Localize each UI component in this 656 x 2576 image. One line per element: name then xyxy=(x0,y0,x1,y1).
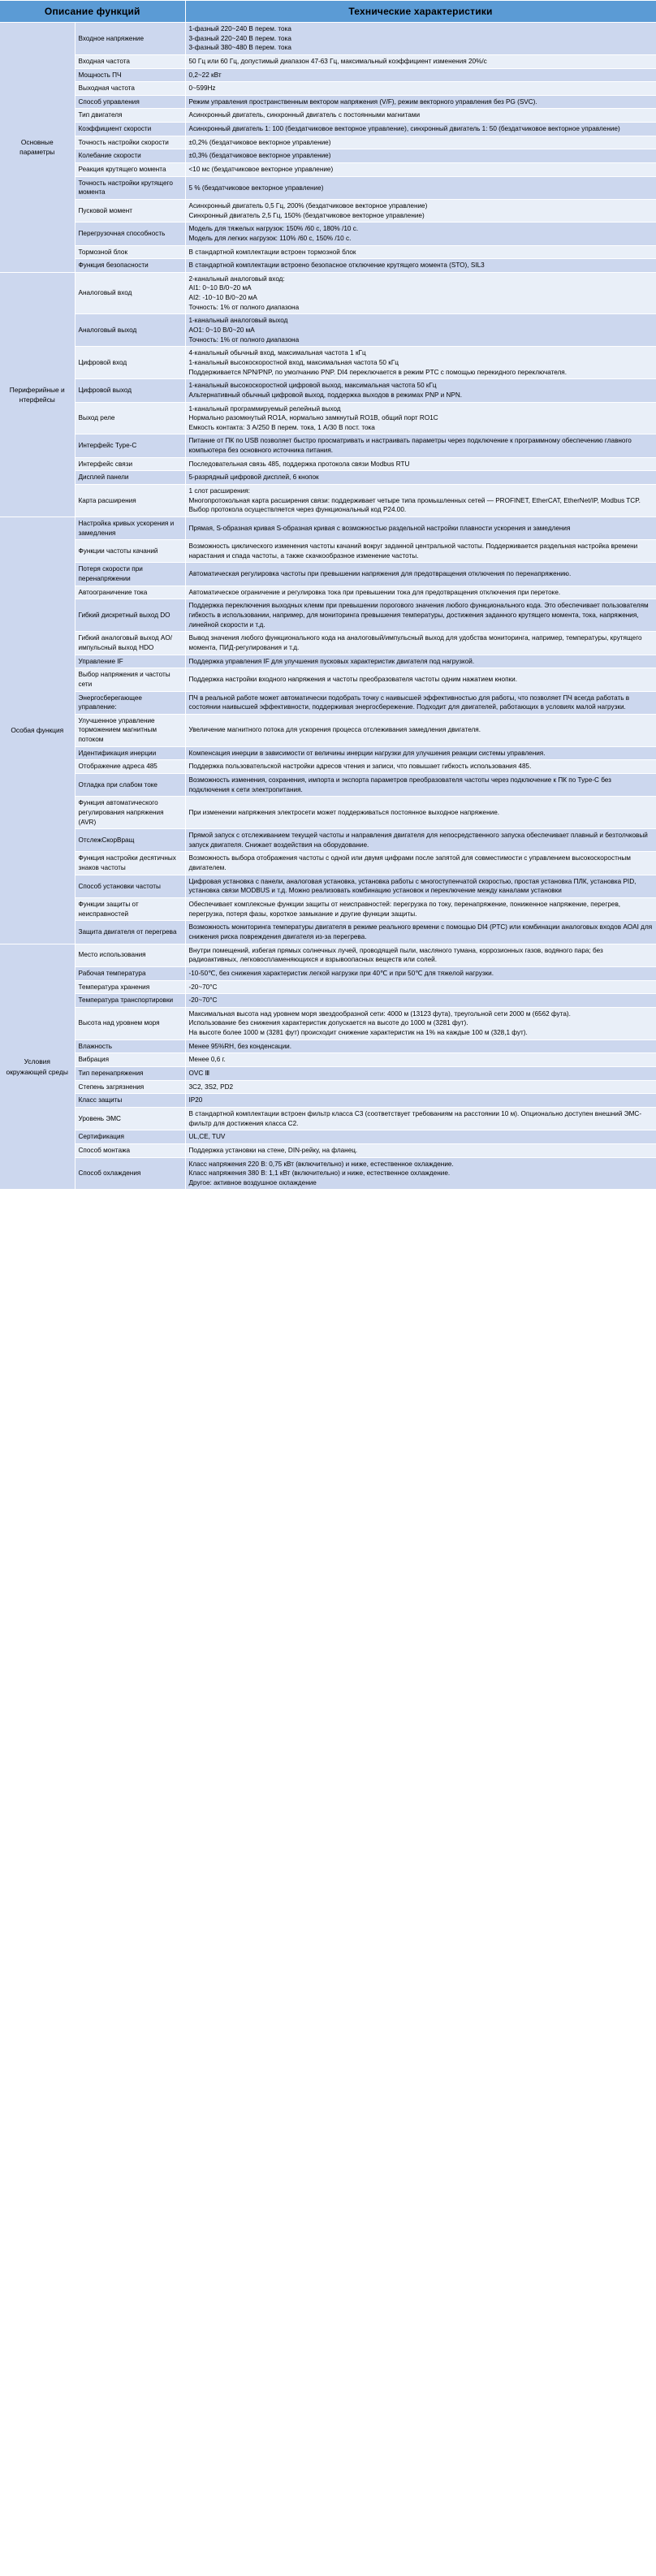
table-row xyxy=(0,714,656,746)
table-row xyxy=(0,259,656,273)
table-row xyxy=(0,1143,656,1157)
value-line: Прямая, S-образная кривая S-образная кривая с возможностью раздельной настройки плавности ускорения и замедления xyxy=(188,524,571,532)
value-line: UL,CE, TUV xyxy=(188,1133,226,1141)
value-line: 2-канальный аналоговый вход: xyxy=(188,274,285,283)
value-line: Поддерживается NPN/PNP, по умолчанию PNP. DI4 переключается в режим PTC с помощью перекидного переключателя. xyxy=(188,368,568,376)
value-line: ±0,3% (бездатчиковое векторное управление) xyxy=(188,152,331,160)
parameter-value xyxy=(185,149,656,163)
value-line: Многопротокольная карта расширения связи: поддерживает четыре типа промышленных сетей — PROFINET, EtherCAT, EtherNet/IP, Modbus TCP. Выбор протокола осуществляется через функциональный код P24.00. xyxy=(188,496,641,514)
parameter-label: Защита двигателя от перегрева xyxy=(75,921,185,944)
parameter-value xyxy=(185,1080,656,1094)
table-row xyxy=(0,163,656,177)
parameter-value xyxy=(185,54,656,68)
header-technical-specifications: Технические характеристики xyxy=(185,1,656,23)
value-line: Асинхронный двигатель, синхронный двигатель с постоянными магнитами xyxy=(188,111,421,119)
table-row xyxy=(0,540,656,563)
parameter-value xyxy=(185,471,656,485)
parameter-label: Аналоговый вход xyxy=(75,272,185,314)
parameter-value xyxy=(185,1007,656,1039)
value-line: Нормально разомкнутый RO1A, нормально замкнутый RO1B, общий порт RO1C xyxy=(188,414,438,422)
parameter-label: Высота над уровнем моря xyxy=(75,1007,185,1039)
table-row xyxy=(0,921,656,944)
value-line: 50 Гц или 60 Гц, допустимый диапазон 47-63 Гц, максимальный коэффициент изменения 20%/с xyxy=(188,57,487,65)
table-row xyxy=(0,898,656,921)
value-line: Компенсация инерции в зависимости от величины инерции нагрузки для улучшения реакции системы управления. xyxy=(188,749,546,757)
table-row xyxy=(0,760,656,774)
value-line: 1-канальный высокоскоростной вход, максимальная частота 50 кГц xyxy=(188,358,399,366)
value-line: Возможность циклического изменения частоты качаний вокруг заданной центральной частоты. Поддерживается раздельная настройка времени нарастания и спада частоты, а также скачкообразное изменение частоты. xyxy=(188,542,638,560)
parameter-value xyxy=(185,136,656,149)
value-line: -20~70°C xyxy=(188,996,218,1005)
parameter-label: Функции частоты качаний xyxy=(75,540,185,563)
parameter-label: Управление IF xyxy=(75,655,185,668)
parameter-label: Тормозной блок xyxy=(75,245,185,259)
parameter-label: Способ установки частоты xyxy=(75,875,185,897)
table-row xyxy=(0,516,656,539)
value-line: Менее 95%RH, без конденсации. xyxy=(188,1042,291,1050)
table-row xyxy=(0,994,656,1008)
parameter-value xyxy=(185,980,656,994)
table-row xyxy=(0,23,656,55)
parameter-label: Выходная частота xyxy=(75,82,185,96)
table-row xyxy=(0,54,656,68)
value-line: В стандартной комплектации встроен фильтр класса C3 (соответствует требованиям на расстоянии 10 м). Опционально доступен внешний ЭМС-фильтр для достижения класса C2. xyxy=(188,1109,642,1127)
table-row xyxy=(0,68,656,82)
parameter-label: Колебание скорости xyxy=(75,149,185,163)
value-line: Асинхронный двигатель 0,5 Гц, 200% (бездатчиковое векторное управление) xyxy=(188,201,428,210)
parameter-label: Идентификация инерции xyxy=(75,746,185,760)
parameter-label: Дисплей панели xyxy=(75,471,185,485)
table-row xyxy=(0,471,656,485)
parameter-label: Отладка при слабом токе xyxy=(75,774,185,797)
parameter-value xyxy=(185,347,656,379)
value-line: ПЧ в реальной работе может автоматически подобрать точку с наивысшей эффективностью для работы, что позволяет ПЧ всегда работать в состоянии наивысшей эффективности, поддерживая энергосбережение. Подходит для двигателей, работающих в условиях малой нагрузки. xyxy=(188,694,630,711)
parameter-value xyxy=(185,1143,656,1157)
value-line: Последовательная связь 485, поддержка протокола связи Modbus RTU xyxy=(188,460,410,468)
value-line: Питание от ПК по USB позволяет быстро просматривать и настраивать параметры через подключение к программному обеспечению главного компьютера без основного источника питания. xyxy=(188,437,632,455)
parameter-label: Способ управления xyxy=(75,95,185,109)
parameter-label: Точность настройки скорости xyxy=(75,136,185,149)
parameter-label: Способ монтажа xyxy=(75,1143,185,1157)
table-row xyxy=(0,691,656,714)
parameter-value xyxy=(185,484,656,516)
parameter-value xyxy=(185,379,656,402)
value-line: Возможность мониторинга температуры двигателя в режиме реального времени с помощью DI4 (PTC) или комбинации аналоговых входов AOAI для снижения риска повреждения двигателя из-за перегрева. xyxy=(188,923,653,940)
parameter-value xyxy=(185,163,656,177)
parameter-label: Энергосберегающее управление: xyxy=(75,691,185,714)
table-row xyxy=(0,223,656,245)
value-line: Менее 0,6 г. xyxy=(188,1056,226,1064)
value-line: Автоматическое ограничение и регулировка тока при превышении тока для предотвращения отключения при перетоке. xyxy=(188,588,561,596)
table-row xyxy=(0,1157,656,1190)
parameter-label: Гибкий дискретный выход DO xyxy=(75,599,185,632)
value-line: На высоте более 1000 м (3281 фут) происходит снижение характеристик на 1% на каждые 100 м (328,1 фут). xyxy=(188,1029,528,1037)
header-function-description: Описание функций xyxy=(0,1,185,23)
group-label: Условия окружающей среды xyxy=(0,944,75,1190)
value-line: 5-разрядный цифровой дисплей, 6 кнопок xyxy=(188,473,319,482)
value-line: Модель для тяжелых нагрузок: 150% /60 с, 180% /10 с. xyxy=(188,225,359,233)
parameter-label: Входная частота xyxy=(75,54,185,68)
value-line: Обеспечивает комплексные функции защиты от неисправностей: перегрузка по току, перенапряжение, пониженное напряжение, перегрев, перегрузка, потеря фазы, короткое замыкание и другие функции защиты. xyxy=(188,901,621,918)
parameter-value xyxy=(185,655,656,668)
value-line: Возможность выбора отображения частоты с одной или двумя цифрами после запятой для совместимости с управлением высокоскоростным двигателем. xyxy=(188,854,631,872)
table-row xyxy=(0,774,656,797)
table-row xyxy=(0,1007,656,1039)
parameter-label: Гибкий аналоговый выход AO/импульсный выход HDO xyxy=(75,632,185,655)
parameter-value xyxy=(185,1053,656,1067)
table-row xyxy=(0,347,656,379)
parameter-value xyxy=(185,402,656,434)
value-line: 1-канальный аналоговый выход xyxy=(188,317,288,325)
table-header xyxy=(0,1,656,23)
value-line: IP20 xyxy=(188,1096,203,1104)
table-row xyxy=(0,563,656,586)
value-line: Максимальная высота над уровнем моря звездообразной сети: 4000 м (13123 фута), треугольной сети 2000 м (6562 фута). xyxy=(188,1009,571,1018)
parameter-label: ОтслежСкорВращ xyxy=(75,829,185,852)
parameter-value xyxy=(185,272,656,314)
parameter-value xyxy=(185,1157,656,1190)
parameter-label: Цифровой выход xyxy=(75,379,185,402)
table-row xyxy=(0,434,656,457)
parameter-label: Настройка кривых ускорения и замедления xyxy=(75,516,185,539)
parameter-value xyxy=(185,223,656,245)
value-line: Синхронный двигатель 2,5 Гц, 150% (бездатчиковое векторное управление) xyxy=(188,211,425,219)
parameter-label: Улучшенное управление торможением магнитным потоком xyxy=(75,714,185,746)
value-line: Режим управления пространственным вектором напряжения (V/F), режим векторного управления без PG (SVC). xyxy=(188,97,537,106)
value-line: 0~599Hz xyxy=(188,84,216,93)
table-row xyxy=(0,1094,656,1108)
parameter-value xyxy=(185,434,656,457)
parameter-value xyxy=(185,586,656,599)
value-line: 3-фазный 380~480 В перем. тока xyxy=(188,44,291,52)
parameter-value xyxy=(185,540,656,563)
table-row xyxy=(0,1039,656,1053)
parameter-label: Выбор напряжения и частоты сети xyxy=(75,668,185,691)
value-line: Вывод значения любого функционального кода на аналоговый/импульсный выход для удобства мониторинга, например, температуры, крутящего момента, ПИД-регулирования и т.д. xyxy=(188,634,642,651)
group-label: Особая функция xyxy=(0,516,75,944)
parameter-value xyxy=(185,921,656,944)
parameter-value xyxy=(185,199,656,222)
parameter-label: Класс защиты xyxy=(75,1094,185,1108)
parameter-label: Функция настройки десятичных знаков частоты xyxy=(75,852,185,875)
value-line: Поддержка настройки входного напряжения и частоты преобразователя частоты одним нажатием кнопки. xyxy=(188,676,517,684)
table-row xyxy=(0,980,656,994)
table-row xyxy=(0,82,656,96)
parameter-label: Реакция крутящего момента xyxy=(75,163,185,177)
parameter-label: Рабочая температура xyxy=(75,966,185,980)
value-line: Поддержка установки на стене, DIN-рейку, на фланец. xyxy=(188,1146,358,1154)
value-line: 0,2~22 кВт xyxy=(188,71,222,79)
value-line: ±0,2% (бездатчиковое векторное управление) xyxy=(188,138,331,146)
parameter-label: Температура хранения xyxy=(75,980,185,994)
parameter-label: Влажность xyxy=(75,1039,185,1053)
parameter-value xyxy=(185,760,656,774)
parameter-label: Автоограничение тока xyxy=(75,586,185,599)
value-line: Цифровая установка с панели, аналоговая установка, установка работы с многоступенчатой скоростью, простая установка ПЛК, установка PID, установка связи MODBUS и т.д. Можно реализовать комбинацию установок и переключение между каналами установки xyxy=(188,877,637,895)
value-line: 3-фазный 220~240 В перем. тока xyxy=(188,34,291,42)
value-line: 3C2, 3S2, PD2 xyxy=(188,1083,234,1091)
parameter-value xyxy=(185,23,656,55)
parameter-value xyxy=(185,95,656,109)
value-line: Поддержка управления IF для улучшения пусковых характеристик двигателя под нагрузкой. xyxy=(188,657,475,665)
value-line: 4-канальный обычный вход, максимальная частота 1 кГц xyxy=(188,349,366,357)
parameter-label: Тип перенапряжения xyxy=(75,1067,185,1081)
table-body xyxy=(0,23,656,1190)
value-line: Внутри помещений, избегая прямых солнечных лучей, проводящей пыли, масляного тумана, коррозионных газов, водяного пара; без радиоактивных, легковоспламеняющихся и взрывоопасных веществ или солей. xyxy=(188,946,603,964)
parameter-label: Отображение адреса 485 xyxy=(75,760,185,774)
value-line: -10-50℃, без снижения характеристик легкой нагрузки при 40℃ и при 50℃ для тяжелой нагрузки. xyxy=(188,969,494,977)
parameter-value xyxy=(185,797,656,829)
parameter-label: Сертификация xyxy=(75,1130,185,1144)
table-row xyxy=(0,875,656,897)
parameter-label: Тип двигателя xyxy=(75,109,185,123)
parameter-value xyxy=(185,1094,656,1108)
parameter-value xyxy=(185,966,656,980)
parameter-value xyxy=(185,774,656,797)
specifications-table xyxy=(0,0,656,1190)
parameter-value xyxy=(185,898,656,921)
parameter-value xyxy=(185,1130,656,1144)
table-row xyxy=(0,852,656,875)
value-line: Точность: 1% от полного диапазона xyxy=(188,303,300,311)
parameter-label: Мощность ПЧ xyxy=(75,68,185,82)
table-row xyxy=(0,379,656,402)
table-row xyxy=(0,484,656,516)
group-label: Периферийные и нтерфейсы xyxy=(0,272,75,516)
table-row xyxy=(0,136,656,149)
value-line: 1-фазный 220~240 В перем. тока xyxy=(188,25,291,32)
table-row xyxy=(0,966,656,980)
table-row xyxy=(0,1080,656,1094)
parameter-value xyxy=(185,259,656,273)
value-line: OVC Ⅲ xyxy=(188,1070,210,1078)
value-line: Прямой запуск с отслеживанием текущей частоты и направления двигателя для непосредственного запуска обеспечивает плавный и безтолчковый запуск двигателя. Снижает воздействия на оборудование. xyxy=(188,832,648,849)
value-line: Поддержка пользовательской настройки адресов чтения и записи, что повышает гибкость использования 485. xyxy=(188,763,532,771)
table-row xyxy=(0,1107,656,1130)
value-line: AI1: 0~10 В/0~20 мА xyxy=(188,284,252,292)
parameter-label: Карта расширения xyxy=(75,484,185,516)
table-row xyxy=(0,586,656,599)
table-row xyxy=(0,176,656,199)
table-row xyxy=(0,149,656,163)
value-line: В стандартной комплектации встроено безопасное отключение крутящего момента (STO), SIL3 xyxy=(188,261,485,270)
parameter-value xyxy=(185,599,656,632)
group-label: Основные параметры xyxy=(0,23,75,273)
parameter-value xyxy=(185,852,656,875)
parameter-label: Вибрация xyxy=(75,1053,185,1067)
table-row xyxy=(0,1130,656,1144)
value-line: При изменении напряжения электросети может поддерживаться постоянное выходное напряжение. xyxy=(188,808,500,816)
parameter-value xyxy=(185,516,656,539)
table-row xyxy=(0,655,656,668)
value-line: Точность: 1% от полного диапазона xyxy=(188,335,300,344)
value-line: Использование без снижения характеристик допускается на высоте до 1000 м (3281 фут). xyxy=(188,1019,468,1027)
table-row xyxy=(0,109,656,123)
table-row xyxy=(0,402,656,434)
parameter-value xyxy=(185,176,656,199)
parameter-label: Интерфейс связи xyxy=(75,457,185,471)
table-row xyxy=(0,944,656,966)
value-line: В стандартной комплектации встроен тормозной блок xyxy=(188,248,356,256)
table-row xyxy=(0,1067,656,1081)
parameter-label: Входное напряжение xyxy=(75,23,185,55)
parameter-value xyxy=(185,314,656,347)
parameter-value xyxy=(185,82,656,96)
parameter-value xyxy=(185,1107,656,1130)
parameter-label: Цифровой вход xyxy=(75,347,185,379)
parameter-label: Функции защиты от неисправностей xyxy=(75,898,185,921)
parameter-value xyxy=(185,245,656,259)
parameter-value xyxy=(185,457,656,471)
value-line: Поддержка переключения выходных клемм при превышении порогового значения любого функционального кода. Это обеспечивает пользователям гибкость в использовании, например, для мониторинга превышения температуры, достижения заданного крутящего момента, тока, напряжения, линейной скорости и т.д. xyxy=(188,602,649,629)
value-line: Увеличение магнитного потока для ускорения процесса отслеживания замедления двигателя. xyxy=(188,726,481,734)
table-row xyxy=(0,457,656,471)
table-row xyxy=(0,95,656,109)
table-row xyxy=(0,746,656,760)
value-line: Модель для легких нагрузок: 110% /60 с, 150% /10 с. xyxy=(188,234,352,242)
value-line: 1-канальный программируемый релейный выход xyxy=(188,404,341,413)
value-line: Асинхронный двигатель 1: 100 (бездатчиковое векторное управление), синхронный двигатель 1: 50 (бездатчиковое векторное управление) xyxy=(188,125,620,133)
parameter-label: Интерфейс Type-C xyxy=(75,434,185,457)
parameter-label: Аналоговый выход xyxy=(75,314,185,347)
value-line: Альтернативный обычный цифровой выход, поддержка выходов в режимах PNP и NPN. xyxy=(188,391,463,399)
parameter-value xyxy=(185,944,656,966)
value-line: 1 слот расширения: xyxy=(188,486,250,495)
table-row xyxy=(0,123,656,136)
value-line: Другое: активное воздушное охлаждение xyxy=(188,1178,317,1186)
parameter-label: Перегрузочная способность xyxy=(75,223,185,245)
parameter-label: Выход реле xyxy=(75,402,185,434)
table-row xyxy=(0,668,656,691)
parameter-label: Потеря скорости при перенапряжении xyxy=(75,563,185,586)
parameter-value xyxy=(185,1067,656,1081)
table-row xyxy=(0,1053,656,1067)
parameter-label: Способ охлаждения xyxy=(75,1157,185,1190)
table-row xyxy=(0,245,656,259)
value-line: AI2: -10~10 В/0~20 мА xyxy=(188,294,257,302)
value-line: Емкость контакта: 3 A/250 В перем. тока, 1 A/30 В пост. тока xyxy=(188,423,375,431)
parameter-label: Функция автоматического регулирования напряжения (AVR) xyxy=(75,797,185,829)
parameter-value xyxy=(185,632,656,655)
parameter-value xyxy=(185,123,656,136)
parameter-label: Уровень ЭМС xyxy=(75,1107,185,1130)
parameter-value xyxy=(185,1039,656,1053)
table-row xyxy=(0,797,656,829)
parameter-value xyxy=(185,875,656,897)
parameter-label: Пусковой момент xyxy=(75,199,185,222)
value-line: AO1: 0~10 В/0~20 мА xyxy=(188,326,255,335)
value-line: Класс напряжения 220 В: 0,75 кВт (включительно) и ниже, естественное охлаждение. xyxy=(188,1160,454,1168)
parameter-value xyxy=(185,746,656,760)
parameter-value xyxy=(185,668,656,691)
value-line: -20~70°C xyxy=(188,983,218,991)
table-row xyxy=(0,314,656,347)
value-line: 1-канальный высокоскоростной цифровой выход, максимальная частота 50 кГц xyxy=(188,382,437,390)
table-row xyxy=(0,829,656,852)
value-line: Возможность изменения, сохранения, импорта и экспорта параметров преобразователя частоты через подключение к ПК по Type-C без подключения к сети электропитания. xyxy=(188,776,611,793)
parameter-value xyxy=(185,109,656,123)
parameter-label: Место использования xyxy=(75,944,185,966)
table-row xyxy=(0,632,656,655)
value-line: <10 мс (бездатчиковое векторное управление) xyxy=(188,166,334,174)
header-row xyxy=(0,1,656,23)
parameter-label: Функция безопасности xyxy=(75,259,185,273)
value-line: Автоматическая регулировка частоты при превышении напряжения для предотвращения отключения по перенапряжению. xyxy=(188,570,572,578)
parameter-value xyxy=(185,994,656,1008)
table-row xyxy=(0,599,656,632)
parameter-value xyxy=(185,563,656,586)
parameter-label: Степень загрязнения xyxy=(75,1080,185,1094)
parameter-label: Точность настройки крутящего момента xyxy=(75,176,185,199)
table-row xyxy=(0,272,656,314)
parameter-label: Температура транспортировки xyxy=(75,994,185,1008)
value-line: Класс напряжения 380 В: 1,1 кВт (включительно) и ниже, естественное охлаждение. xyxy=(188,1169,451,1178)
table-row xyxy=(0,199,656,222)
parameter-value xyxy=(185,714,656,746)
parameter-value xyxy=(185,691,656,714)
parameter-value xyxy=(185,68,656,82)
parameter-value xyxy=(185,829,656,852)
value-line: 5 % (бездатчиковое векторное управление) xyxy=(188,184,324,192)
parameter-label: Коэффициент скорости xyxy=(75,123,185,136)
